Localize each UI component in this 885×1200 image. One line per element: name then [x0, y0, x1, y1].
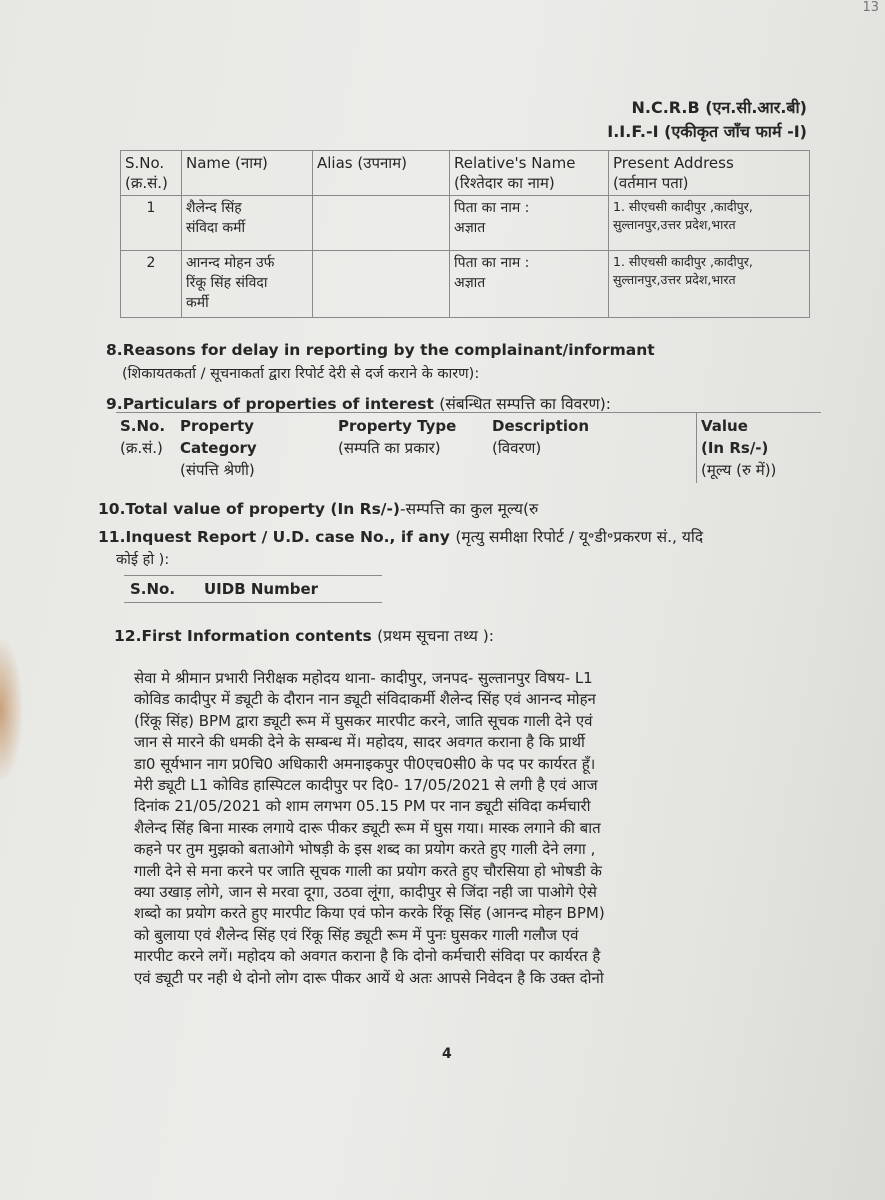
fir-line: कहने पर तुम मुझको बताओगे भोषड़ी के इस शब्द का प्रयोग करते हुए गाली देने लगा , [134, 840, 596, 859]
hand-shadow [0, 640, 22, 780]
table-row [121, 251, 810, 318]
fir-line: एवं ड्यूटी पर नही थे दोनो लोग दारू पीकर आयें थे अतः आपसे निवेदन है कि उक्त दोनो [134, 968, 604, 987]
col-relative: Relative's Name (रिश्तेदार का नाम) [450, 151, 609, 196]
cell-name: आनन्द मोहन उर्फ रिंकू सिंह संविदा कर्मी [182, 251, 313, 318]
fir-line: मारपीट करने लगें। महोदय को अवगत कराना है कि दोनो कर्मचारी संविदा पर कार्यरत है [134, 947, 601, 966]
col-sno: S.No. (क्र.सं.) [116, 413, 176, 484]
fir-line: गाली देने से मना करने पर जाति सूचक गाली का प्रयोग करते हुए चौरसिया हो भोषडी के [134, 861, 602, 880]
cell-address: 1. सीएचसी कादीपुर ,कादीपुर, सुल्तानपुर,उत्तर प्रदेश,भारत [609, 196, 810, 251]
table-row [121, 196, 810, 251]
cell-address: 1. सीएचसी कादीपुर ,कादीपुर, सुल्तानपुर,उत्तर प्रदेश,भारत [609, 251, 810, 318]
col-name: Name (नाम) [182, 151, 313, 196]
fir-line: मेरी ड्यूटी L1 कोविड हास्पिटल कादीपुर पर दि0- 17/05/2021 से लगी है एवं आज [134, 776, 598, 795]
section-8-subtitle: (शिकायतकर्ता / सूचनाकर्ता द्वारा रिपोर्ट देरी से दर्ज कराने के कारण): [122, 366, 480, 382]
cell-relative: पिता का नाम : अज्ञात [450, 251, 609, 318]
col-alias: Alias (उपनाम) [313, 151, 450, 196]
cell-name: शैलेन्द सिंह संविदा कर्मी [182, 196, 313, 251]
section-12-title: 12.First Information contents (प्रथम सूचना तथ्य ): [114, 627, 495, 645]
uidb-table-header [124, 576, 382, 603]
col-description: Description (विवरण) [488, 413, 697, 484]
cell-alias [313, 251, 450, 318]
section-8-title: 8.Reasons for delay in reporting by the complainant/informant [106, 341, 655, 359]
cell-alias [313, 196, 450, 251]
cell-relative: पिता का नाम : अज्ञात [450, 196, 609, 251]
property-table [116, 412, 821, 483]
corner-page-mark: 13 [862, 0, 879, 15]
cell-sno: 2 [121, 251, 182, 318]
fir-line: (रिंकू सिंह) BPM द्वारा ड्यूटी रूम में घुसकर मारपीट करने, जाति सूचक गाली देने एवं [134, 711, 593, 730]
property-table-header [116, 413, 821, 484]
fir-line: दिनांक 21/05/2021 को शाम लगभग 05.15 PM पर नान ड्यूटी संविदा कर्मचारी [134, 797, 591, 816]
col-property-category: Property Category (संपत्ति श्रेणी) [176, 413, 334, 484]
cell-sno: 1 [121, 196, 182, 251]
page-number: 4 [442, 1046, 452, 1062]
section-9-title: 9.Particulars of properties of interest (संबन्धित सम्पत्ति का विवरण): [106, 395, 612, 413]
fir-line: डा0 सूर्यभान नाग प्र0चि0 अधिकारी अमनाइकपुर पी0एच0सी0 के पद पर कार्यरत हूँ। [134, 754, 596, 773]
section-11-title: 11.Inquest Report / U.D. case No., if any (मृत्यु समीक्षा रिपोर्ट / यू॰डी॰प्रकरण सं., यदि [98, 528, 704, 546]
col-sno: S.No. (क्र.सं.) [121, 151, 182, 196]
fir-line: कोविड कादीपुर में ड्यूटी के दौरान नान ड्यूटी संविदाकर्मी शैलेन्द सिंह एवं आनन्द मोहन [134, 690, 596, 709]
uidb-table [124, 575, 382, 603]
col-value: Value (In Rs/-) (मूल्य (रु में)) [697, 413, 822, 484]
col-property-type: Property Type (सम्पति का प्रकार) [334, 413, 488, 484]
fir-line: जान से मारने की धमकी देने के सम्बन्ध में। महोदय, सादर अवगत कराना है कि प्रार्थी [134, 733, 585, 752]
fir-line: सेवा मे श्रीमान प्रभारी निरीक्षक महोदय थाना- कादीपुर, जनपद- सुल्तानपुर विषय- L1 [134, 669, 593, 687]
col-address: Present Address (वर्तमान पता) [609, 151, 810, 196]
accused-table-header [121, 151, 810, 196]
fir-line: क्या उखाड़ लोगे, जान से मरवा दूगा, उठवा लूंगा, कादीपुर से जिंदा नही जा पाओगे ऐसे [134, 883, 597, 902]
section-11-subtitle: कोई हो ): [116, 552, 170, 568]
section-10-title: 10.Total value of property (In Rs/-)-सम्पत्ति का कुल मूल्य(रु [98, 500, 539, 518]
form-header-ncrb: N.C.R.B (एन.सी.आर.बी) [631, 98, 807, 117]
fir-line: शब्दो का प्रयोग करते हुए मारपीट किया एवं फोन करके रिंकू सिंह (आनन्द मोहन BPM) [134, 904, 605, 923]
col-sno: S.No. [124, 576, 198, 603]
form-header-iif: I.I.F.-I (एकीकृत जाँच फार्म -I) [607, 122, 807, 141]
first-information-body [134, 668, 744, 989]
fir-line: को बुलाया एवं शैलेन्द सिंह एवं रिंकू सिंह ड्यूटी रूम में पुनः घुसकर गाली गलौज एवं [134, 925, 579, 944]
fir-line: शैलेन्द सिंह बिना मास्क लगाये दारू पीकर ड्यूटी रूम में घुस गया। मास्क लगाने की बात [134, 818, 601, 837]
col-uidb-number: UIDB Number [198, 576, 382, 603]
accused-table [120, 150, 810, 318]
